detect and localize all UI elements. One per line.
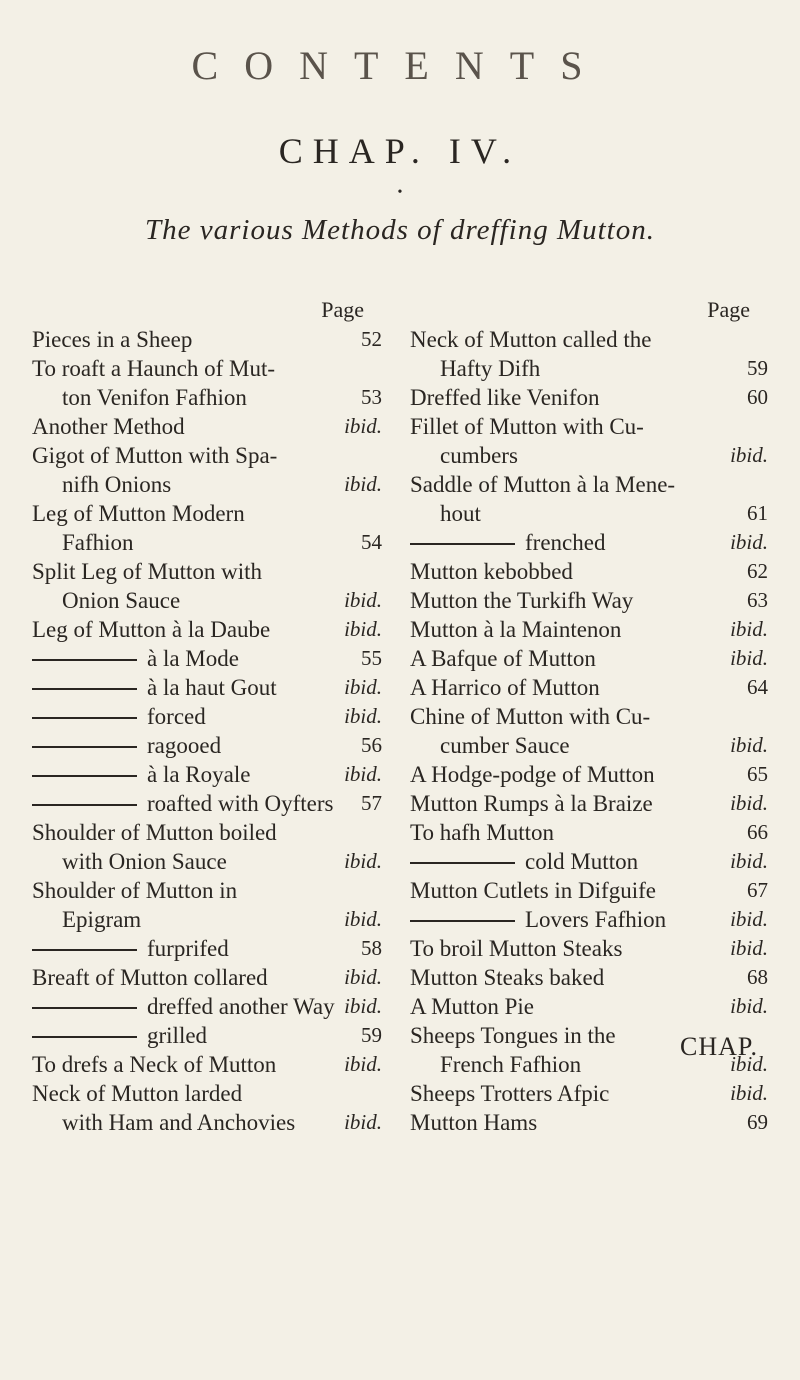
entry-line — [32, 644, 382, 673]
entry-title: à la Mode — [147, 646, 239, 671]
page-number: ibid. — [730, 849, 768, 873]
entry-title: Fafhion — [62, 530, 134, 555]
entry-line — [410, 963, 768, 992]
toc-entry — [410, 615, 768, 644]
page-number: 64 — [747, 675, 768, 699]
page-number: 56 — [361, 733, 382, 757]
toc-entry — [410, 412, 768, 470]
entry-line — [410, 876, 768, 905]
entry-title: nifh Onions — [62, 472, 172, 497]
entry-line — [410, 789, 768, 818]
page-number: ibid. — [730, 617, 768, 641]
page-number: 57 — [361, 791, 382, 815]
toc-entry — [32, 963, 382, 992]
page-number: ibid. — [730, 791, 768, 815]
page-number: ibid. — [344, 617, 382, 641]
entry-line — [32, 615, 382, 644]
page-number: ibid. — [344, 675, 382, 699]
entry-line — [32, 847, 382, 876]
catchword: CHAP. — [680, 1032, 758, 1061]
chapter-title: CHAP. IV. — [278, 131, 522, 171]
page-number: ibid. — [730, 936, 768, 960]
entry-title: frenched — [525, 530, 606, 555]
entry-line — [410, 992, 768, 1021]
entry-line — [410, 354, 768, 383]
entry-line — [32, 1021, 382, 1050]
page-column-heading: Page — [707, 297, 750, 322]
entry-title: To drefs a Neck of Mutton — [32, 1052, 277, 1077]
toc-entry — [32, 789, 382, 818]
entry-title: A Mutton Pie — [410, 994, 534, 1019]
entry-line — [32, 992, 382, 1021]
entry-line — [32, 760, 382, 789]
toc-entry — [410, 934, 768, 963]
ditto-rule — [32, 949, 137, 951]
page-number: ibid. — [730, 907, 768, 931]
toc-entry — [32, 354, 382, 412]
entry-title: Mutton Steaks baked — [410, 965, 605, 990]
entry-line — [410, 470, 768, 499]
ditto-rule — [32, 1036, 137, 1038]
page-number: ibid. — [344, 965, 382, 989]
entry-title: To broil Mutton Steaks — [410, 936, 623, 961]
toc-entry — [410, 1079, 768, 1108]
toc-entry — [410, 789, 768, 818]
toc-entry — [410, 963, 768, 992]
contents-header: CONTENTS — [191, 43, 609, 88]
entry-line — [32, 731, 382, 760]
entry-line — [32, 325, 382, 354]
page-number: 60 — [747, 385, 768, 409]
entry-title: Shoulder of Mutton boiled — [32, 820, 277, 845]
entry-line — [410, 325, 768, 354]
entry-title: Leg of Mutton Modern — [32, 501, 245, 526]
ditto-rule — [32, 775, 137, 777]
toc-entry — [410, 818, 768, 847]
page-number: 62 — [747, 559, 768, 583]
entry-line — [410, 528, 768, 557]
entry-title: Breaft of Mutton collared — [32, 965, 268, 990]
toc-entry — [32, 992, 382, 1021]
toc-entry — [410, 528, 768, 557]
entry-line — [410, 731, 768, 760]
entry-line — [410, 702, 768, 731]
entry-title: ton Venifon Fafhion — [62, 385, 247, 410]
chapter-subtitle: The various Methods of dreffing Mutton. — [145, 214, 655, 246]
page-number: 68 — [747, 965, 768, 989]
entry-title: dreffed another Way — [147, 994, 335, 1019]
entry-line — [410, 586, 768, 615]
toc-entry — [32, 325, 382, 354]
entry-line — [32, 586, 382, 615]
entry-line — [32, 1108, 382, 1137]
entry-line — [32, 905, 382, 934]
page-number: ibid. — [730, 443, 768, 467]
toc-entry — [32, 673, 382, 702]
page-number: 52 — [361, 327, 382, 351]
entry-line — [32, 1079, 382, 1108]
toc-entry — [410, 586, 768, 615]
entry-title: roafted with Oyfters — [147, 791, 334, 816]
entry-line — [410, 412, 768, 441]
toc-entry — [410, 905, 768, 934]
toc-entry — [410, 470, 768, 528]
page-number: 59 — [361, 1023, 382, 1047]
page-number: ibid. — [730, 733, 768, 757]
entry-title: Another Method — [32, 414, 185, 439]
entry-line — [32, 354, 382, 383]
page-number: 59 — [747, 356, 768, 380]
entry-line — [410, 934, 768, 963]
entry-title: Onion Sauce — [62, 588, 181, 613]
ditto-rule — [410, 862, 515, 864]
toc-entry — [32, 1079, 382, 1137]
page-number: 66 — [747, 820, 768, 844]
entry-title: Leg of Mutton à la Daube — [32, 617, 271, 642]
entry-title: Neck of Mutton called the — [410, 327, 652, 352]
page-number: ibid. — [730, 530, 768, 554]
page-number: 61 — [747, 501, 768, 525]
ditto-rule — [410, 543, 515, 545]
page-number: 54 — [361, 530, 382, 554]
entry-line — [410, 557, 768, 586]
entry-title: cumber Sauce — [440, 733, 570, 758]
page-number: ibid. — [344, 414, 382, 438]
page-number: ibid. — [344, 849, 382, 873]
page-number: 55 — [361, 646, 382, 670]
entry-line — [32, 673, 382, 702]
toc-entry — [32, 557, 382, 615]
toc-entry — [410, 992, 768, 1021]
toc-entry — [32, 644, 382, 673]
entry-title: A Hodge-podge of Mutton — [410, 762, 655, 787]
entry-line — [410, 441, 768, 470]
page-number: ibid. — [730, 646, 768, 670]
entry-title: Chine of Mutton with Cu- — [410, 704, 651, 729]
entry-title: Sheeps Trotters Afpic — [410, 1081, 610, 1106]
entry-title: Mutton kebobbed — [410, 559, 573, 584]
page-number: 69 — [747, 1110, 768, 1134]
entry-line — [410, 1079, 768, 1108]
page-number: ibid. — [344, 588, 382, 612]
entry-line — [32, 441, 382, 470]
entry-title: A Bafque of Mutton — [410, 646, 596, 671]
page-number: 67 — [747, 878, 768, 902]
entry-title: Mutton Hams — [410, 1110, 538, 1135]
entry-title: à la Royale — [147, 762, 251, 787]
toc-entry — [32, 702, 382, 731]
toc-entry — [32, 760, 382, 789]
entry-line — [32, 934, 382, 963]
entry-title: Epigram — [62, 907, 142, 932]
toc-entry — [32, 934, 382, 963]
ornament-dot: • — [397, 185, 403, 200]
entry-line — [32, 702, 382, 731]
entry-line — [410, 499, 768, 528]
ditto-rule — [32, 688, 137, 690]
entry-title: Gigot of Mutton with Spa- — [32, 443, 278, 468]
ditto-rule — [32, 804, 137, 806]
toc-entry — [410, 1108, 768, 1137]
entry-line — [32, 818, 382, 847]
contents-column-left — [32, 295, 382, 1137]
entry-line — [32, 876, 382, 905]
toc-entry — [32, 818, 382, 876]
toc-entry — [410, 644, 768, 673]
entry-line — [32, 963, 382, 992]
toc-entry — [410, 383, 768, 412]
entry-title: Hafty Difh — [440, 356, 541, 381]
entry-title: Shoulder of Mutton in — [32, 878, 238, 903]
toc-entry — [32, 615, 382, 644]
entry-title: grilled — [147, 1023, 208, 1048]
entry-line — [32, 1050, 382, 1079]
entry-line — [410, 847, 768, 876]
entry-title: with Ham and Anchovies — [62, 1110, 296, 1135]
page-number: ibid. — [344, 1052, 382, 1076]
ditto-rule — [32, 659, 137, 661]
page-number: ibid. — [344, 472, 382, 496]
entry-title: Lovers Fafhion — [525, 907, 667, 932]
entry-line — [410, 1108, 768, 1137]
entry-title: furprifed — [147, 936, 229, 961]
entry-title: cumbers — [440, 443, 518, 468]
entry-title: Dreffed like Venifon — [410, 385, 600, 410]
toc-entry — [410, 702, 768, 760]
entry-line — [410, 905, 768, 934]
entry-title: ragooed — [147, 733, 222, 758]
page-number: 65 — [747, 762, 768, 786]
entry-title: forced — [147, 704, 206, 729]
entry-line — [410, 383, 768, 412]
toc-entry — [32, 499, 382, 557]
entry-line — [32, 383, 382, 412]
toc-entry — [32, 1050, 382, 1079]
entry-title: Mutton the Turkifh Way — [410, 588, 634, 613]
toc-entry — [410, 847, 768, 876]
entry-line — [410, 760, 768, 789]
ditto-rule — [32, 717, 137, 719]
ditto-rule — [410, 920, 515, 922]
entry-title: Sheeps Tongues in the — [410, 1023, 616, 1048]
toc-entry — [32, 876, 382, 934]
ditto-rule — [32, 746, 137, 748]
page-number: ibid. — [730, 1081, 768, 1105]
page-number: ibid. — [344, 1110, 382, 1134]
toc-entry — [410, 557, 768, 586]
entry-line — [32, 789, 382, 818]
entry-line — [32, 412, 382, 441]
entry-title: Mutton Rumps à la Braize — [410, 791, 653, 816]
entry-title: Mutton à la Maintenon — [410, 617, 622, 642]
entry-title: Neck of Mutton larded — [32, 1081, 243, 1106]
toc-entry — [32, 412, 382, 441]
toc-entry — [410, 876, 768, 905]
entry-title: Mutton Cutlets in Difguife — [410, 878, 656, 903]
ditto-rule — [32, 1007, 137, 1009]
entry-title: Saddle of Mutton à la Mene- — [410, 472, 676, 497]
entry-title: à la haut Gout — [147, 675, 277, 700]
entry-line — [410, 818, 768, 847]
entry-line — [32, 528, 382, 557]
page-number: ibid. — [344, 994, 382, 1018]
toc-entry — [32, 731, 382, 760]
page-number: ibid. — [730, 1052, 768, 1076]
page-number: ibid. — [344, 762, 382, 786]
entry-line — [410, 644, 768, 673]
toc-entry — [410, 673, 768, 702]
page-number: ibid. — [344, 704, 382, 728]
toc-entry — [410, 760, 768, 789]
page-number: 58 — [361, 936, 382, 960]
page-number: 53 — [361, 385, 382, 409]
entry-title: with Onion Sauce — [62, 849, 227, 874]
page-number: 63 — [747, 588, 768, 612]
toc-entry — [32, 441, 382, 499]
entry-line — [410, 615, 768, 644]
entry-title: Pieces in a Sheep — [32, 327, 193, 352]
entry-title: cold Mutton — [525, 849, 639, 874]
contents-column-right — [410, 295, 768, 1137]
entries-list — [32, 325, 382, 1137]
entries-list — [410, 325, 768, 1137]
entry-title: hout — [440, 501, 481, 526]
entry-title: French Fafhion — [440, 1052, 582, 1077]
entry-title: To hafh Mutton — [410, 820, 555, 845]
entry-line — [32, 557, 382, 586]
entry-line — [32, 499, 382, 528]
entry-line — [32, 470, 382, 499]
page-number: ibid. — [730, 994, 768, 1018]
entry-line — [410, 673, 768, 702]
entry-title: A Harrico of Mutton — [410, 675, 600, 700]
entry-title: Split Leg of Mutton with — [32, 559, 262, 584]
toc-entry — [32, 1021, 382, 1050]
page-column-heading: Page — [321, 297, 364, 322]
page-number: ibid. — [344, 907, 382, 931]
toc-entry — [410, 325, 768, 383]
entry-title: Fillet of Mutton with Cu- — [410, 414, 644, 439]
entry-title: To roaft a Haunch of Mut- — [32, 356, 276, 381]
